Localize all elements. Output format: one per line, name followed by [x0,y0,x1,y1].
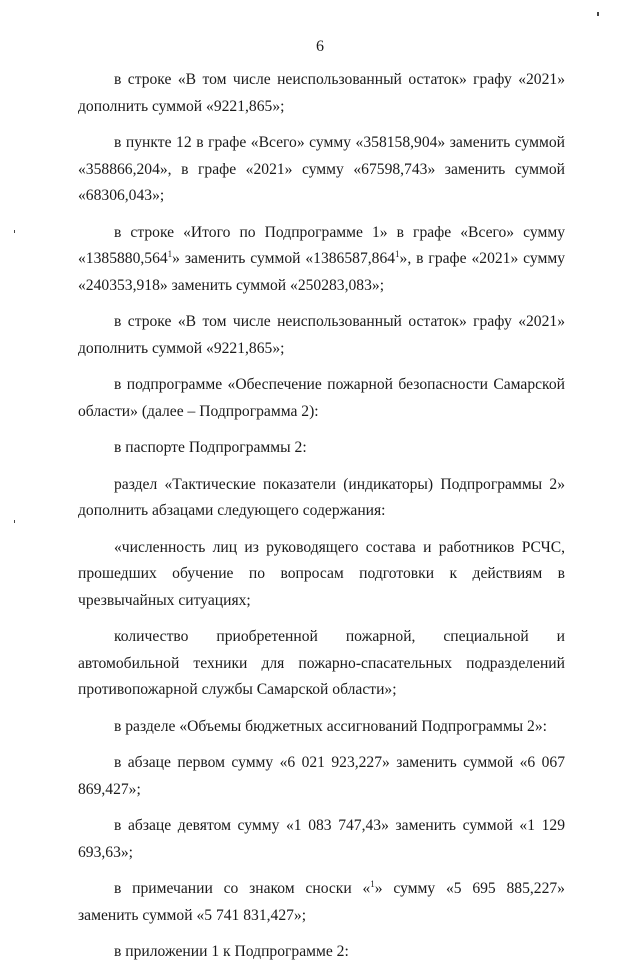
paragraph: в приложении 1 к Подпрограмме 2: [114,943,349,960]
paragraph: раздел «Тактические показатели (индикаторы) Подпрограммы 2» дополнить абзацами следующего содержания: [78,475,565,519]
document-body [78,67,565,976]
paragraph: в абзаце первом сумму «6 021 923,227» заменить суммой «6 067 869,427»; [78,754,565,798]
scan-mark [14,230,15,233]
paragraph: количество приобретенной пожарной, специальной и автомобильной техники для пожарно-спасательных подразделений противопожарной службы Самарской области»; [78,628,565,698]
paragraph: в подпрограмме «Обеспечение пожарной безопасности Самарской области» (далее – Подпрограмма 2): [78,376,565,420]
paragraph: в пункте 12 в графе «Всего» сумму «358158,904» заменить суммой «358866,204», в графе «2021» сумму «67598,743» заменить суммой «68306,043»; [78,134,565,204]
paragraph: в строке «В том числе неиспользованный остаток» графу «2021» дополнить суммой «9221,865»; [78,71,565,115]
paragraph: в паспорте Подпрограммы 2: [114,439,307,456]
paragraph: в строке «В том числе неиспользованный остаток» графу «2021» дополнить суммой «9221,865»; [78,313,565,357]
paragraph: «численность лиц из руководящего состава и работников РСЧС, прошедших обучение по вопросам подготовки к действиям в чрезвычайных ситуациях; [78,538,565,609]
paragraph: в разделе «Объемы бюджетных ассигнований Подпрограммы 2»: [114,717,547,735]
footnote-mark: 1 [395,248,400,259]
scan-mark [597,12,599,16]
page-number: 6 [316,38,324,55]
footnote-mark: 1 [167,248,173,259]
paragraph: в абзаце девятом сумму «1 083 747,43» заменить суммой «1 129 693,63»; [78,817,565,861]
paragraph: в примечании со знаком сноски «$^1$» сумму «5 695 885,227» заменить суммой «5 741 831,427»; [78,878,565,924]
footnote-mark: 1 [370,878,375,889]
scan-mark [14,520,15,523]
paragraph: в строке «Итого по Подпрограмме 1» в графе «Всего» сумму «1385880,564$^1$» заменить суммой «1386587,864$^1$», в графе «2021» сумму «240353,918» заменить суммой «250283,083»; [78,223,566,294]
